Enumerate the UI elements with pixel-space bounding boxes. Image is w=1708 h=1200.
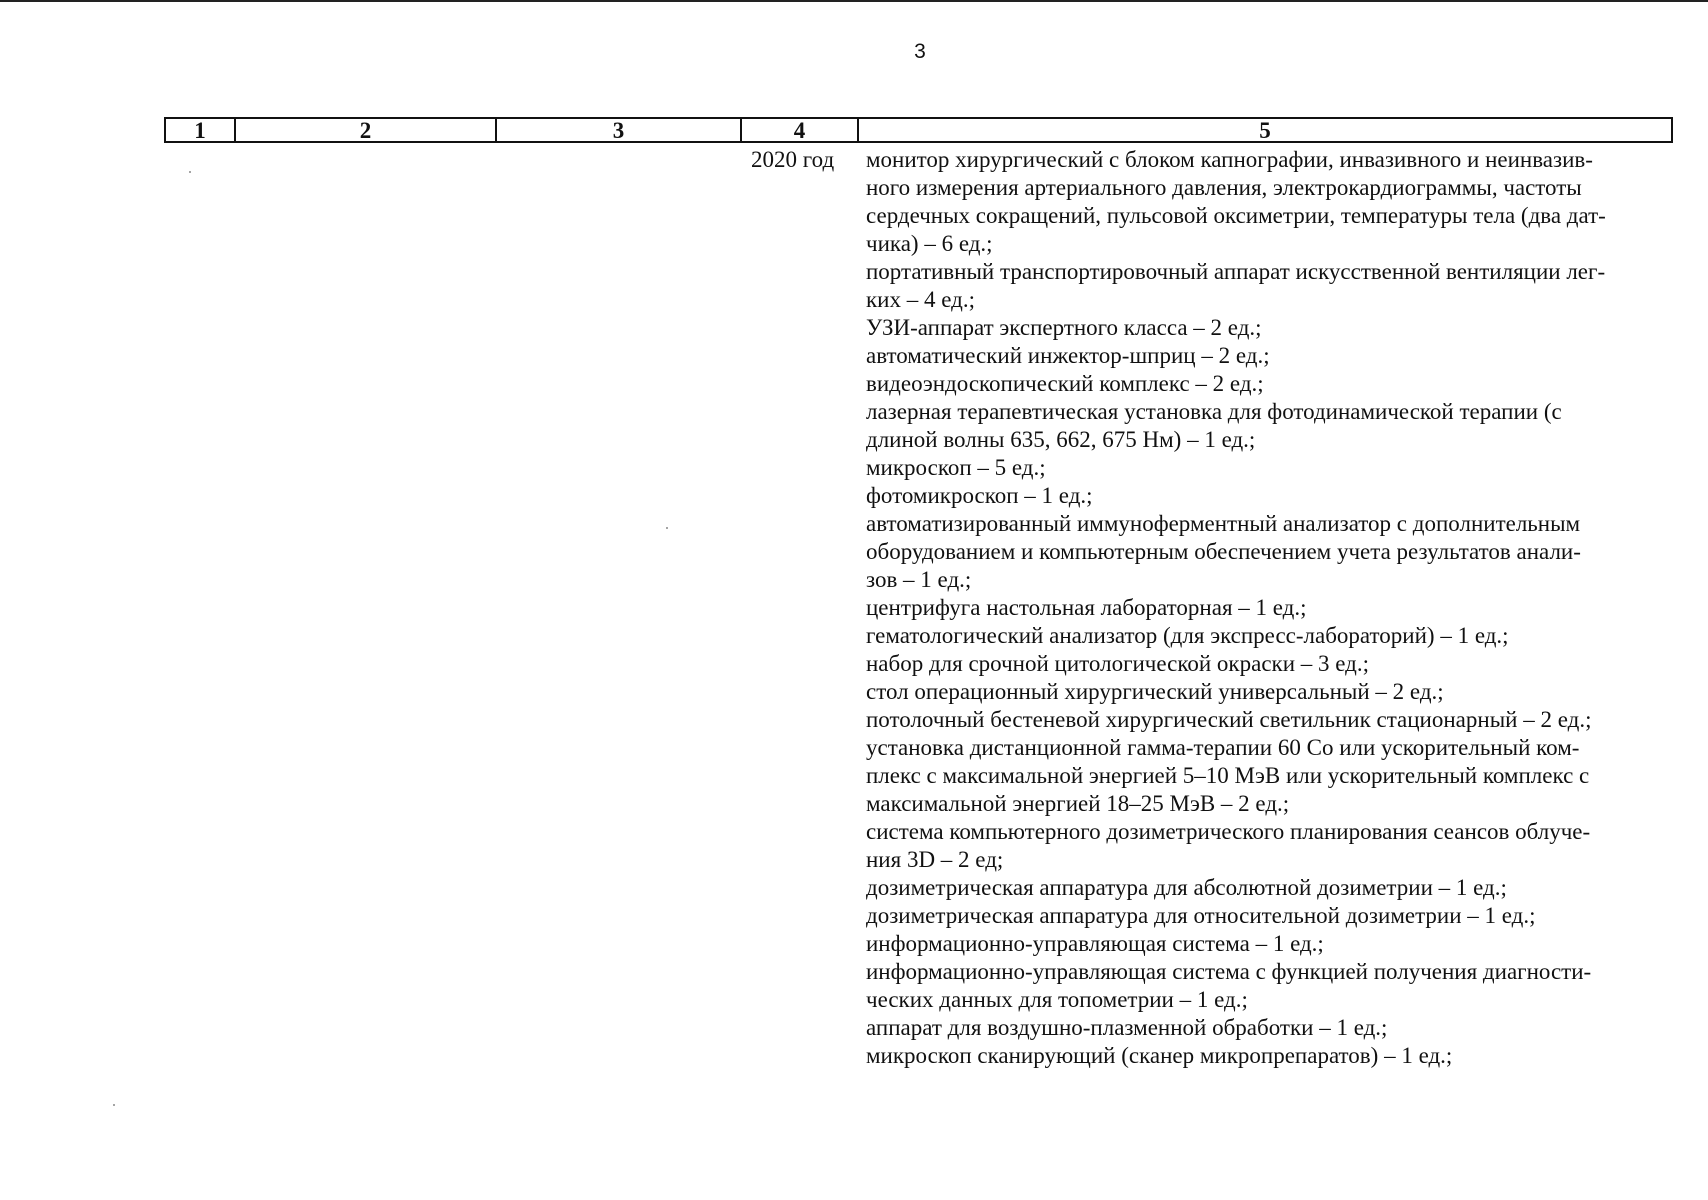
equipment-item: микроскоп – 5 ед.; <box>866 455 1046 480</box>
equipment-item: гематологический анализатор (для экспресс-лабораторий) – 1 ед.; <box>866 623 1509 648</box>
equipment-item: лазерная терапевтическая установка для фотодинамической терапии (с длиной волны 635, 662, 675 Нм) – 1 ед.; <box>866 399 1562 452</box>
equipment-item: потолочный бестеневой хирургический светильник стационарный – 2 ед.; <box>866 707 1592 732</box>
column-header-2: 2 <box>236 119 497 141</box>
column-header-5: 5 <box>1259 117 1271 143</box>
page-number: 3 <box>914 40 926 63</box>
page-top-border <box>0 0 1708 2</box>
scan-speck <box>189 171 191 173</box>
equipment-item: информационно-управляющая система с функцией получения диагности- ческих данных для топометрии – 1 ед.; <box>866 959 1592 1012</box>
equipment-item: автоматический инжектор-шприц – 2 ед.; <box>866 343 1270 368</box>
equipment-item: фотомикроскоп – 1 ед.; <box>866 483 1093 508</box>
equipment-item: автоматизированный иммуноферментный анализатор с дополнительным оборудованием и компьютерным обеспечением учета результатов анали- зов – 1 ед.; <box>866 511 1581 592</box>
equipment-item: УЗИ-аппарат экспертного класса – 2 ед.; <box>866 315 1262 340</box>
table-header-row <box>164 117 1673 143</box>
equipment-item: стол операционный хирургический универсальный – 2 ед.; <box>866 679 1444 704</box>
equipment-item: информационно-управляющая система – 1 ед.; <box>866 931 1324 956</box>
equipment-item: центрифуга настольная лабораторная – 1 ед.; <box>866 595 1307 620</box>
equipment-item: установка дистанционной гамма-терапии 60 Со или ускорительный ком- плекс с максимальной энергией 5–10 МэВ или ускорительный комплекс с максимальной энергией 18–25 МэВ – 2 ед.; <box>866 735 1590 816</box>
scan-speck <box>666 527 668 529</box>
column-header-4: 4 <box>742 119 859 141</box>
year-cell: 2020 год <box>751 147 835 172</box>
equipment-item: набор для срочной цитологической окраски – 3 ед.; <box>866 651 1370 676</box>
scan-speck <box>113 1104 115 1106</box>
equipment-item: видеоэндоскопический комплекс – 2 ед.; <box>866 371 1264 396</box>
equipment-item: микроскоп сканирующий (сканер микропрепаратов) – 1 ед.; <box>866 1043 1453 1068</box>
equipment-item: дозиметрическая аппаратура для относительной дозиметрии – 1 ед.; <box>866 903 1536 928</box>
equipment-item: аппарат для воздушно-плазменной обработки – 1 ед.; <box>866 1015 1388 1040</box>
equipment-item: монитор хирургический с блоком капнографии, инвазивного и неинвазив- ного измерения артериального давления, электрокардиограммы, частоты сердечных сокращений, пульсовой оксиметрии, температуры тела (два дат- чика) – 6 ед.; <box>866 147 1606 256</box>
column-header-1: 1 <box>166 119 236 141</box>
equipment-item: система компьютерного дозиметрического планирования сеансов облуче- ния 3D – 2 ед; <box>866 819 1591 872</box>
column-header-3: 3 <box>497 119 742 141</box>
equipment-item: портативный транспортировочный аппарат искусственной вентиляции лег- ких – 4 ед.; <box>866 259 1606 312</box>
equipment-list <box>866 146 1666 1070</box>
equipment-item: дозиметрическая аппаратура для абсолютной дозиметрии – 1 ед.; <box>866 875 1507 900</box>
